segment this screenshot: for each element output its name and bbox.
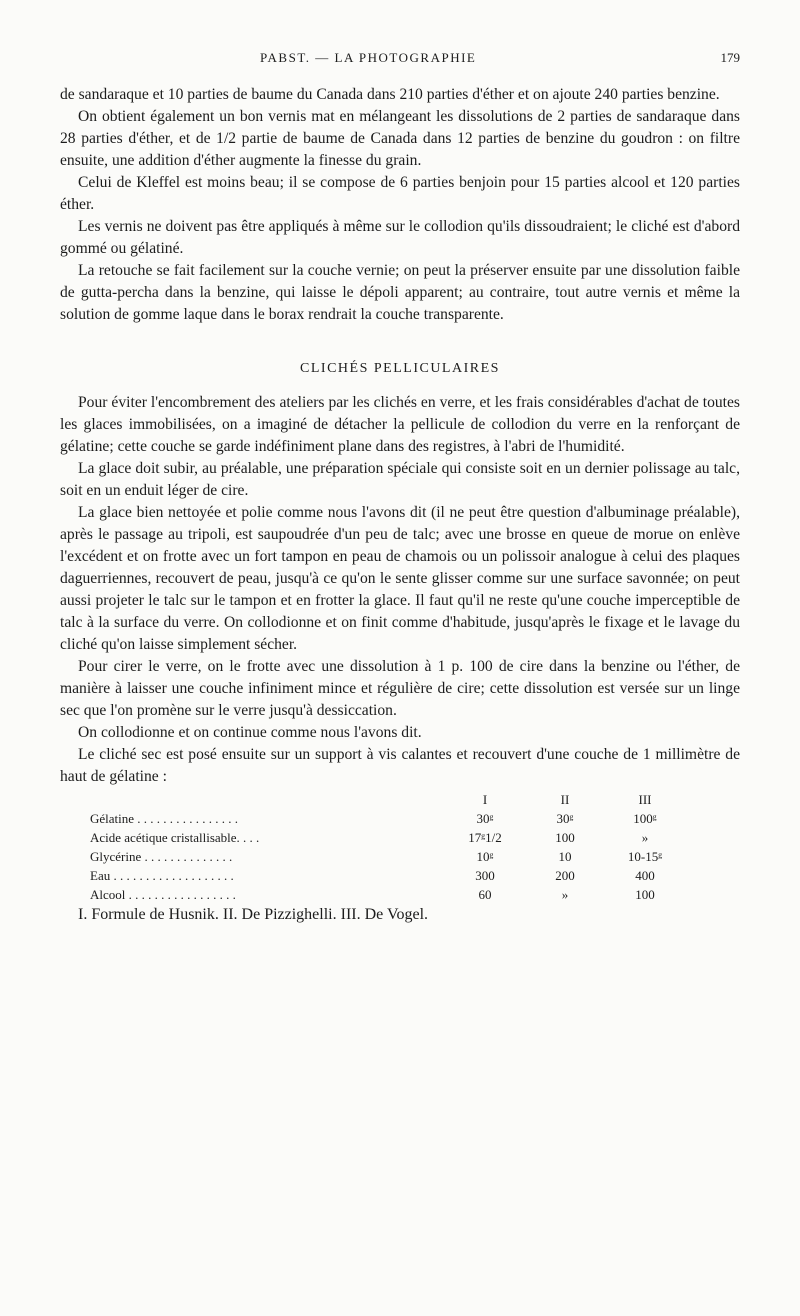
table-row <box>90 847 680 866</box>
table-cell: 10 <box>558 849 572 864</box>
paragraph: La retouche se fait facilement sur la couche vernie; on peut la préserver ensuite par une dissolution faible de gutta-percha dans la benzine, qui laisse le dépoli apparent; au contraire, tout autre vernis et même la solution de gomme laque dans le borax rendrait la couche transparente. <box>60 262 740 323</box>
table-cell: 100ᵍ <box>633 811 657 826</box>
table-cell: 200 <box>555 868 575 883</box>
table-row <box>90 866 680 885</box>
row-label: Acide acétique cristallisable. . . . <box>90 830 260 845</box>
paragraph: Celui de Kleffel est moins beau; il se compose de 6 parties benjoin pour 15 parties alcool et 120 parties éther. <box>60 174 740 213</box>
column-header: III <box>638 792 652 807</box>
table-cell: 400 <box>635 868 655 883</box>
table-row <box>90 809 680 828</box>
column-header: II <box>560 792 570 807</box>
paragraph: Pour cirer le verre, on le frotte avec une dissolution à 1 p. 100 de cire dans la benzine ou l'éther, de manière à laisser une couche infiniment mince et régulière de cire; cette dissolution est versée sur un linge sec que l'on promène sur le verre jusqu'à dessiccation. <box>60 658 740 719</box>
row-label: Eau . . . . . . . . . . . . . . . . . . . <box>90 868 234 883</box>
table-cell: 30ᵍ <box>476 811 494 826</box>
table-row <box>90 828 680 847</box>
table-cell: 17ᵍ1/2 <box>468 830 502 845</box>
paragraph: Les vernis ne doivent pas être appliqués à même sur le collodion qu'ils dissoudraient; le cliché est d'abord gommé ou gélatiné. <box>60 218 740 257</box>
paragraph: On collodionne et on continue comme nous l'avons dit. <box>78 724 422 741</box>
running-title: PABST. — LA PHOTOGRAPHIE <box>260 50 477 65</box>
row-label: Glycérine . . . . . . . . . . . . . . <box>90 849 233 864</box>
footnote: I. Formule de Husnik. II. De Pizzighelli. III. De Vogel. <box>78 906 429 923</box>
paragraph: Le cliché sec est posé ensuite sur un support à vis calantes et recouvert d'une couche de 1 millimètre de haut de gélatine : <box>60 746 740 785</box>
table-cell: 10ᵍ <box>476 849 494 864</box>
paragraph: de sandaraque et 10 parties de baume du Canada dans 210 parties d'éther et on ajoute 240 parties benzine. <box>60 86 720 103</box>
row-label: Alcool . . . . . . . . . . . . . . . . . <box>90 887 236 902</box>
paragraph: On obtient également un bon vernis mat en mélangeant les dissolutions de 2 parties de sandaraque dans 28 parties d'éther, et de 1/2 partie de baume de Canada dans 12 parties de benzine du goudron : on filtre ensuite, une addition d'éther augmente la finesse du grain. <box>60 108 740 169</box>
table-cell: » <box>641 830 649 845</box>
table-cell: 300 <box>475 868 495 883</box>
table-cell: » <box>561 887 569 902</box>
formula-table-block <box>60 790 740 904</box>
main-text <box>60 84 740 926</box>
paragraph: Pour éviter l'encombrement des ateliers par les clichés en verre, et les frais considérables d'achat de toutes les glaces immobilisées, on a imaginé de détacher la pellicule de collodion du verre en la renforçant de gélatine; cette couche se garde indéfiniment plane dans des registres, à l'abri de l'humidité. <box>60 394 740 455</box>
section-title: CLICHÉS PELLICULAIRES <box>300 361 500 376</box>
row-label: Gélatine . . . . . . . . . . . . . . . . <box>90 811 239 826</box>
table-row <box>90 885 680 904</box>
table-cell: 100 <box>635 887 655 902</box>
column-header: I <box>482 792 488 807</box>
formula-table <box>90 790 680 904</box>
paragraph: La glace doit subir, au préalable, une préparation spéciale qui consiste soit en un dernier polissage au talc, soit en un enduit léger de cire. <box>60 460 740 499</box>
table-cell: 60 <box>478 887 492 902</box>
table-cell: 10-15ᵍ <box>627 849 663 864</box>
table-cell: 100 <box>555 830 575 845</box>
paragraph: La glace bien nettoyée et polie comme nous l'avons dit (il ne peut être question d'albuminage préalable), après le passage au tripoli, est saupoudrée d'un peu de talc; avec une brosse en queue de morue on enlève l'excédent et on frotte avec un fort tampon en peau de chamois ou un polissoir analogue à celui des plaques daguerriennes, recouvert de peau, jusqu'à ce qu'on le sente glisser comme sur une surface savonnée; on peut aussi projeter le talc sur le tampon et en frotter la glace. Il faut qu'il ne reste qu'une couche imperceptible de talc à la surface du verre. On collodionne et on finit comme d'habitude, jusqu'après le fixage et le lavage du cliché qu'on laisse simplement sécher. <box>60 504 740 653</box>
table-cell: 30ᵍ <box>556 811 574 826</box>
page-number: 179 <box>720 50 740 65</box>
table-header-row <box>90 790 680 809</box>
